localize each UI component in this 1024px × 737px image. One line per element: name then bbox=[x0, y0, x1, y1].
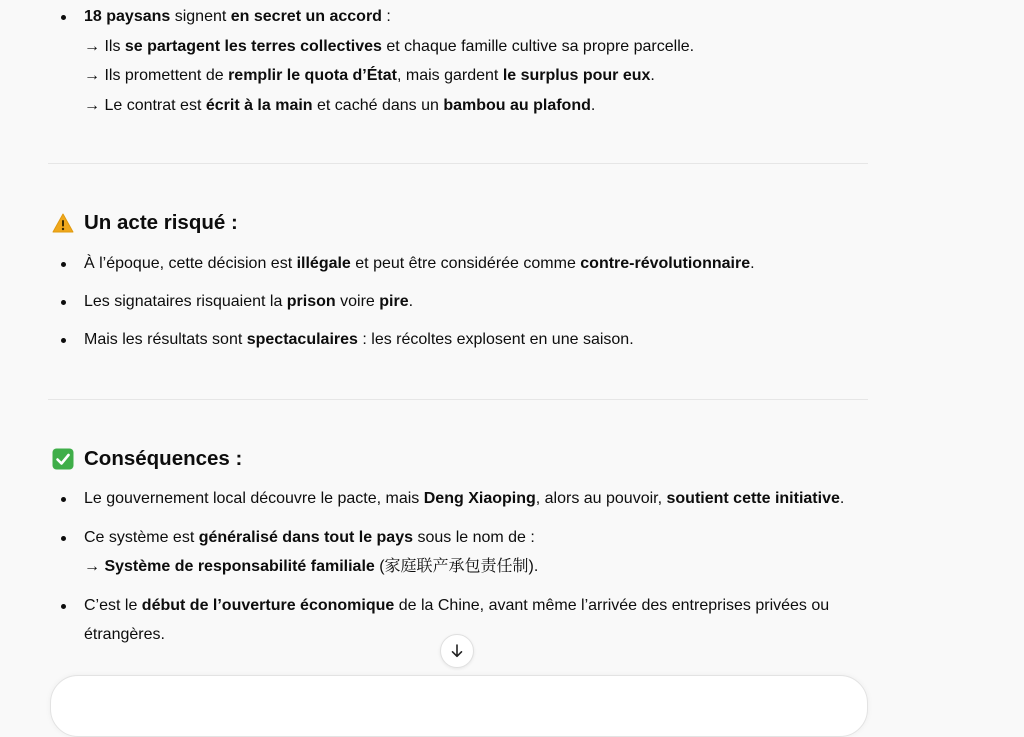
list-item: À l’époque, cette décision est illégale et peut être considérée comme contre-révolutionnaire. bbox=[48, 249, 755, 279]
section-divider bbox=[48, 163, 868, 164]
section-divider bbox=[48, 399, 868, 400]
pact-line-4: → Le contrat est écrit à la main et caché dans un bambou au plafond. bbox=[84, 96, 596, 114]
list-item: Mais les résultats sont spectaculaires : les récoltes explosent en une saison. bbox=[48, 325, 755, 355]
risk-list bbox=[48, 249, 755, 363]
scroll-to-bottom-button[interactable] bbox=[440, 634, 474, 668]
list-item: C’est le début de l’ouverture économique de la Chine, avant même l’arrivée des entreprises privées ou étrangères. bbox=[48, 591, 868, 650]
consequences-heading bbox=[52, 447, 242, 471]
list-item: Les signataires risquaient la prison voire pire. bbox=[48, 287, 755, 317]
consequences-title: Conséquences : bbox=[84, 447, 243, 470]
risk-title: Un acte risqué : bbox=[84, 211, 238, 234]
pact-line-3: → Ils promettent de remplir le quota d’État, mais gardent le surplus pour eux. bbox=[84, 67, 655, 84]
pact-line-1: 18 paysans signent en secret un accord : bbox=[84, 8, 391, 25]
warning-icon bbox=[52, 212, 74, 234]
arrow-down-icon bbox=[449, 643, 465, 659]
risk-heading bbox=[52, 211, 238, 235]
list-item: Le gouvernement local découvre le pacte, mais Deng Xiaoping, alors au pouvoir, soutient cette initiative. bbox=[48, 484, 868, 514]
consequences-list bbox=[48, 484, 868, 659]
list-item: Ce système est généralisé dans tout le pays sous le nom de : → Système de responsabilité familiale (家庭联产承包责任制). bbox=[48, 523, 868, 582]
check-mark-icon bbox=[52, 448, 74, 470]
pact-line-2: → Ils se partagent les terres collectives et chaque famille cultive sa propre parcelle. bbox=[84, 37, 695, 55]
message-composer[interactable] bbox=[50, 675, 868, 737]
list-item bbox=[48, 2, 694, 120]
pact-list bbox=[48, 2, 694, 120]
